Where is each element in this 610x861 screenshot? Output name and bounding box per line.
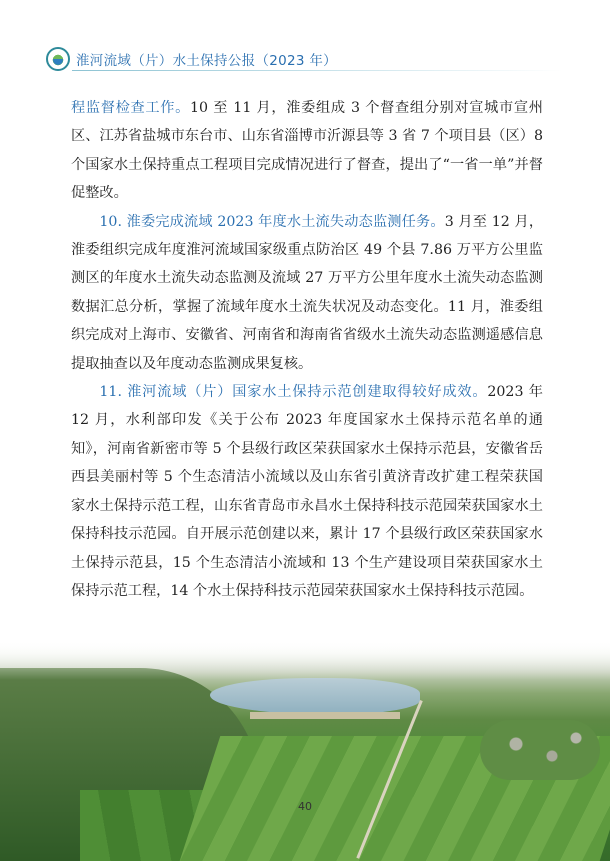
header-title: 淮河流域（片）水土保持公报（2023 年） — [76, 53, 337, 69]
page-header — [46, 46, 337, 72]
photo-lake — [210, 678, 420, 714]
paragraph-2 — [71, 208, 543, 378]
section-11-text: 2023 年 12 月，水利部印发《关于公布 2023 年度国家水土保持示范名单的通知》，河南省新密市等 5 个县级行政区荣获国家水土保持示范县，安徽省岳西县美丽村等 5 个生态清洁小流域以及山东省引黄济青改扩建工程荣获国家水土保持示范工程，山东省青岛市永昌水土保持科技示范园荣获国家水土保持科技示范园。自开展示范创建以来，累计 17 个县级行政区荣获国家水土保持示范县，15 个生态清洁小流域和 13 个生产建设项目荣获国家水土保持示范工程，14 个水土保持科技示范园荣获国家水土保持科技示范园。 — [71, 384, 543, 599]
paragraph-1 — [71, 94, 543, 208]
landscape-photo — [0, 640, 610, 861]
logo-water-icon — [53, 59, 63, 65]
section-10-heading: 10. 淮委完成流域 2023 年度水土流失动态监测任务。 — [99, 213, 445, 230]
paragraph-1-lead: 程监督检查工作。 — [71, 100, 190, 116]
section-10-text: 3 月至 12 月，淮委组织完成年度淮河流域国家级重点防治区 49 个县 7.86 万平方公里监测区的年度水土流失动态监测及流域 27 万平方公里年度水土流失动态监测数据汇总分析，掌握了流域年度水土流失状况及动态变化。11 月，淮委组织完成对上海市、安徽省、河南省和海南省省级水土流失动态监测遥感信息提取抽查以及年度动态监测成果复核。 — [71, 213, 544, 372]
photo-dam — [250, 712, 400, 719]
logo-icon — [46, 47, 70, 71]
header-divider — [72, 70, 562, 71]
body-content — [71, 94, 543, 605]
section-11-heading: 11. 淮河流域（片）国家水土保持示范创建取得较好成效。 — [99, 384, 488, 401]
photo-haze — [0, 640, 610, 680]
paragraph-3 — [71, 378, 543, 605]
paragraph-1-text: 10 至 11 月，淮委组成 3 个督查组分别对宣城市宣州区、江苏省盐城市东台市、山东省淄博市沂源县等 3 省 7 个项目县（区）8 个国家水土保持重点工程项目完成情况进行了督查，提出了“一省一单”并督促整改。 — [71, 100, 543, 202]
page-number: 40 — [298, 800, 312, 813]
photo-village — [480, 720, 600, 780]
